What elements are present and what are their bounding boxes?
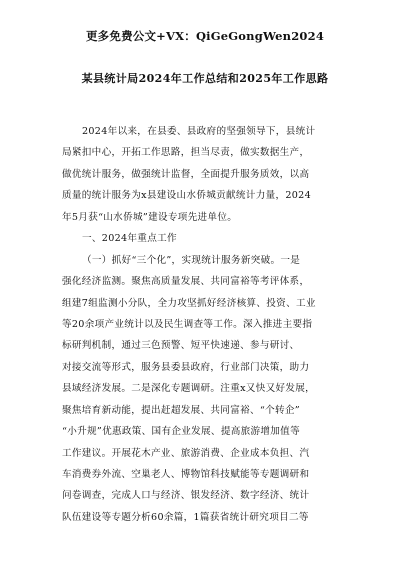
paragraph-line: 质量的统计服务为x县建设山水侨城贡献统计力量，2024: [62, 190, 311, 202]
document-title: 某县统计局2024年工作总结和2025年工作思路: [81, 72, 329, 85]
paragraph-line: 工作建议。开展花木产业、旅游消费、企业成本负担、汽: [62, 447, 310, 459]
paragraph-line: 做优统计服务，做强统计监督，全面提升服务质效，以高: [62, 168, 310, 180]
paragraph-line: （一）抓好“三个化”，实现统计服务新突破。一是: [82, 254, 301, 266]
paragraph-line: 车消费券外流、空巢老人、博物馆科技赋能等专题调研和: [62, 469, 310, 480]
paragraph-line: 局紧扣中心，开拓工作思路，担当尽责，做实数据生产，: [62, 147, 310, 159]
document-body: [62, 121, 354, 528]
section-heading: 一、2024年重点工作: [82, 233, 177, 245]
watermark-header: 更多免费公文+VX：QiGeGongWen2024: [85, 29, 325, 43]
paragraph-line: 组建7组监测小分队，全力攻坚抓好经济核算、投资、工业: [62, 297, 316, 309]
paragraph-line: 强化经济监测。聚焦高质量发展、共同富裕等考评体系，: [62, 276, 310, 288]
paragraph-line: 2024年以来，在县委、县政府的坚强领导下，县统计: [82, 126, 316, 137]
paragraph-line: 年5月获“山水侨城”建设专项先进单位。: [62, 211, 238, 223]
paragraph-line: 县域经济发展。二是深化专题调研。注重x又快又好发展，: [62, 383, 316, 395]
paragraph-line: 队伍建设等专题分析60余篇，1篇获省统计研究项目二等: [62, 511, 309, 523]
paragraph-line: 对接交流等形式，服务县委县政府，行业部门决策，助力: [62, 361, 310, 373]
paragraph-line: 问卷调查，完成人口与经济、银发经济、数字经济、统计: [62, 490, 310, 502]
paragraph-line: 等20余项产业统计以及民生调查等工作。深入推进主要指: [62, 318, 313, 330]
paragraph-line: “小升规”优惠政策、国有企业发展、提高旅游增加值等: [62, 426, 300, 438]
paragraph-line: 聚焦培育新动能，提出赶超发展、共同富裕、“个转企”: [62, 404, 300, 416]
paragraph-line: 标研判机制，通过三色预警、短平快速递、参与研讨、: [62, 340, 300, 352]
